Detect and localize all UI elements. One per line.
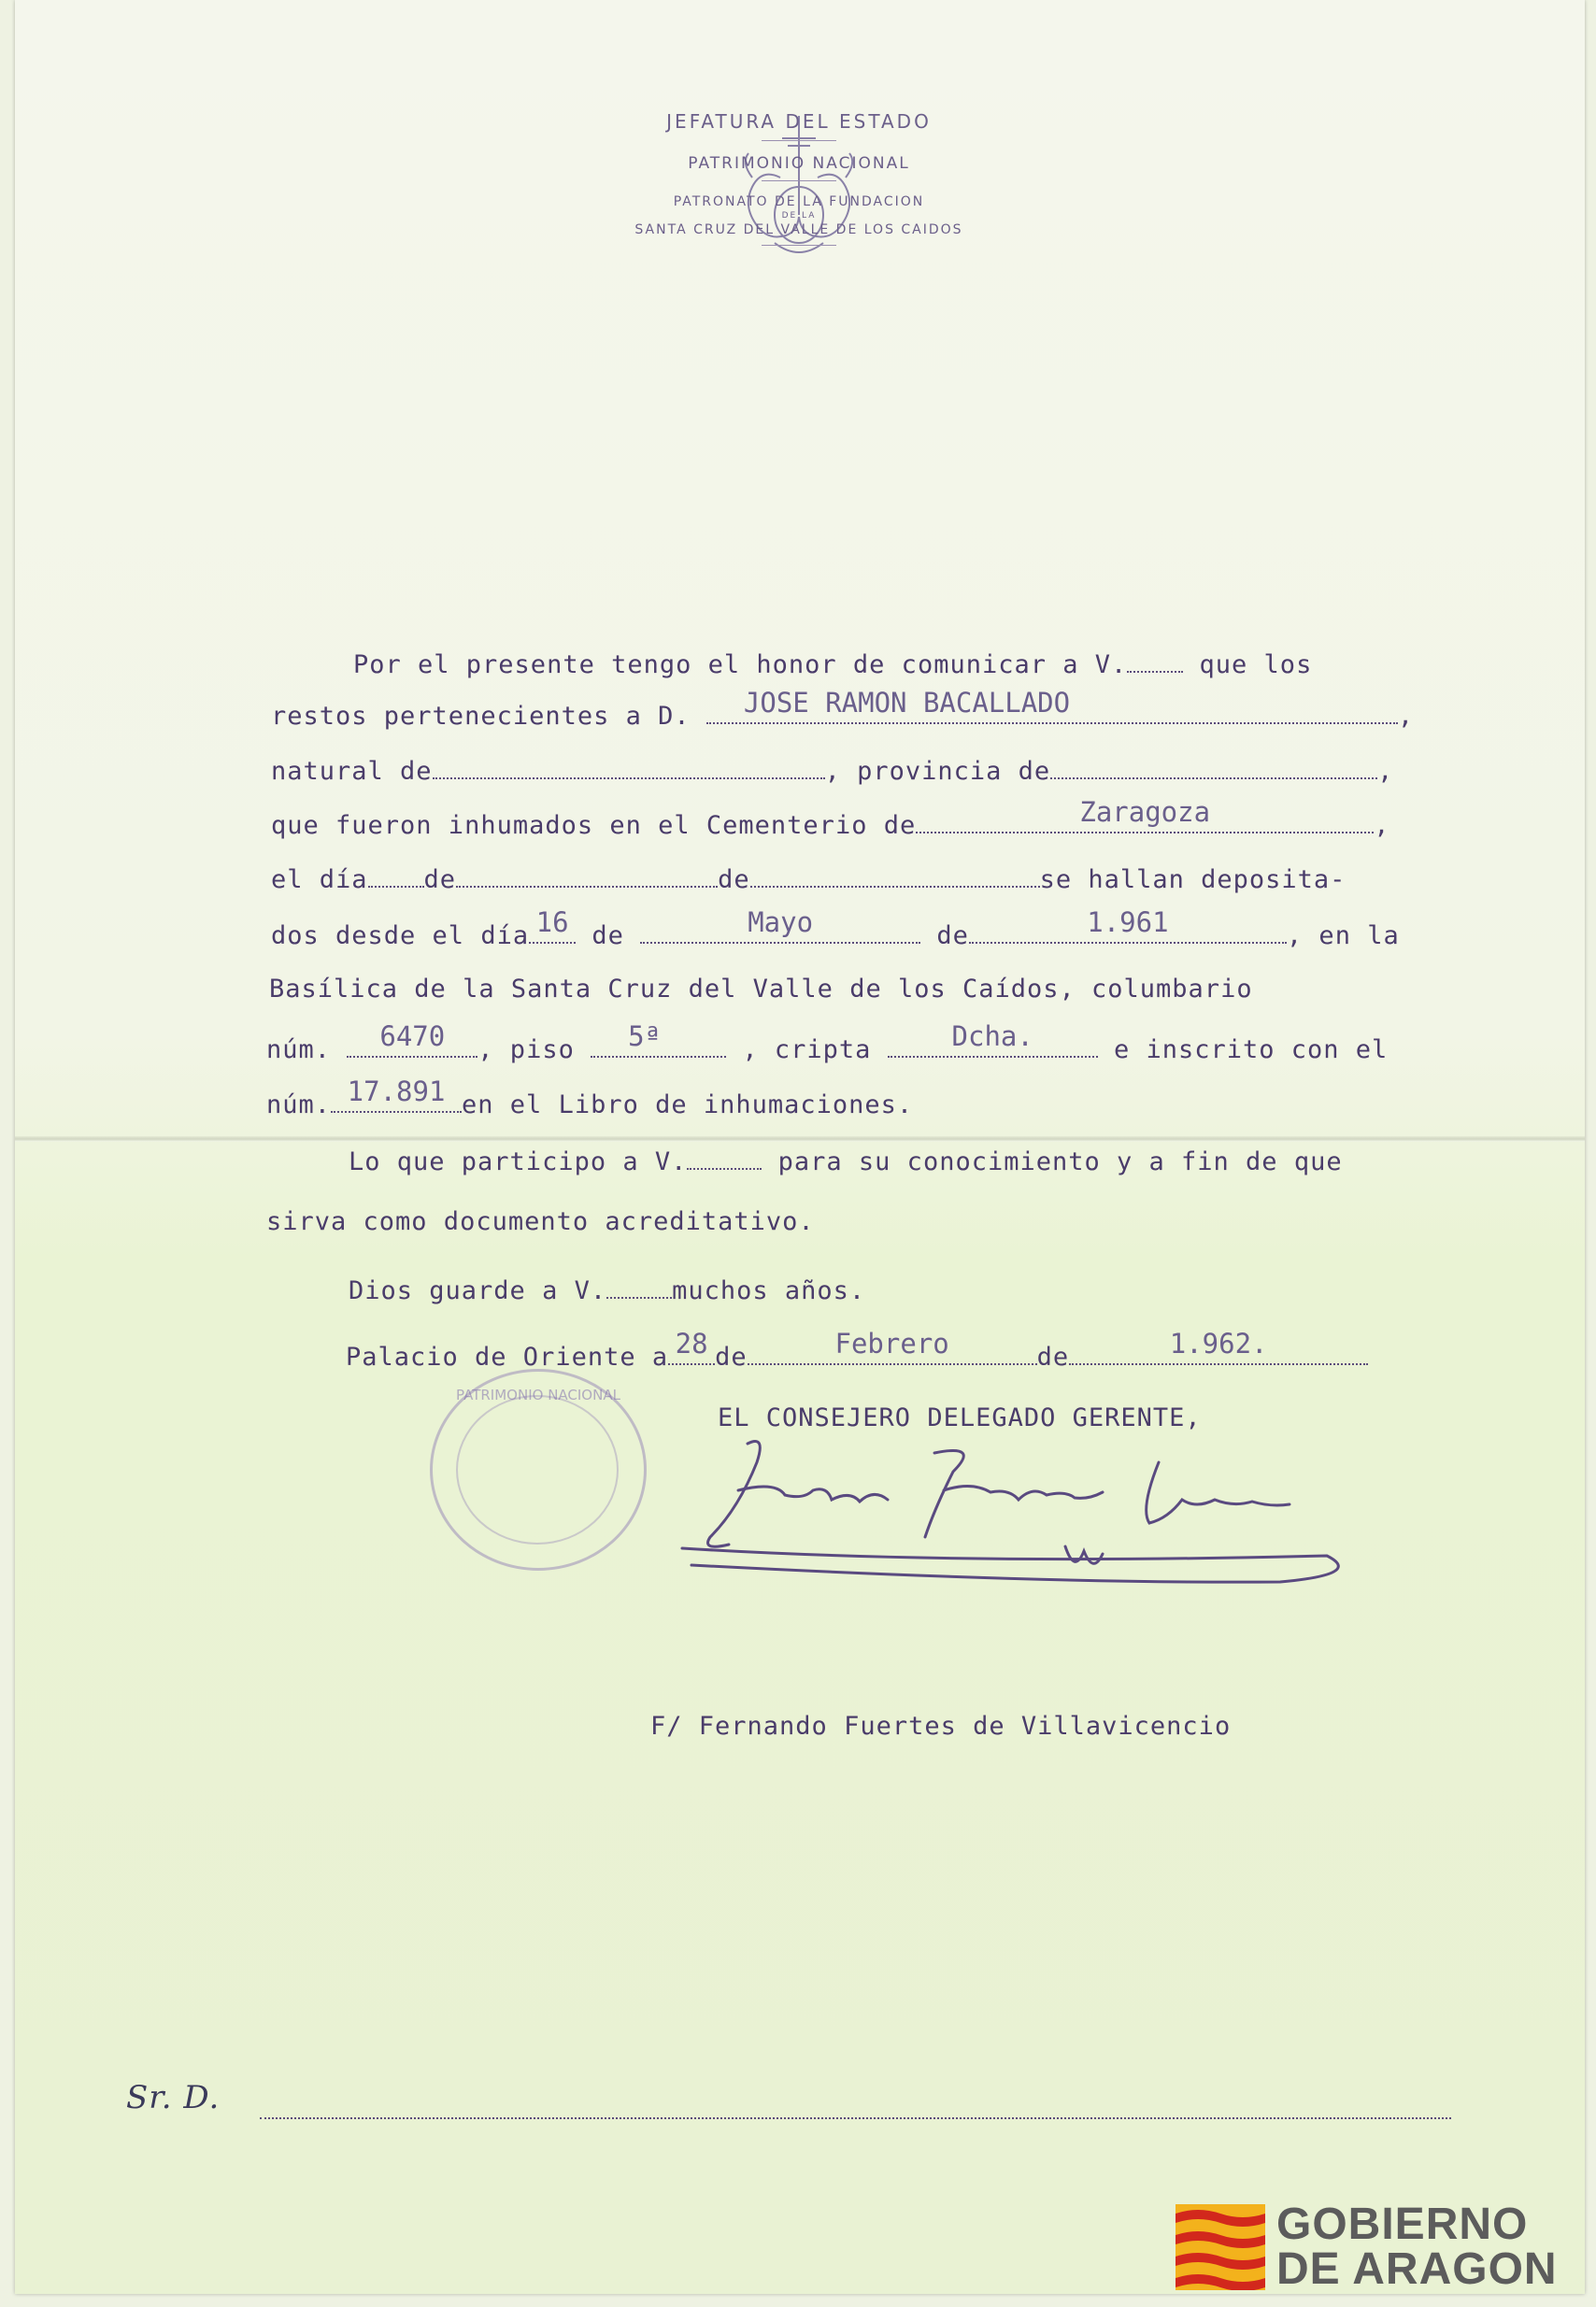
month-field bbox=[640, 906, 920, 944]
text: de bbox=[423, 865, 457, 894]
year-field bbox=[969, 906, 1287, 944]
divider bbox=[762, 245, 836, 246]
text: , bbox=[1374, 811, 1390, 840]
blank-field bbox=[433, 753, 825, 779]
text: , piso bbox=[477, 1035, 575, 1064]
date-year-value: 1.962. bbox=[1169, 1328, 1268, 1360]
text: , en la bbox=[1286, 921, 1400, 950]
blank-field bbox=[1127, 647, 1183, 673]
blank-field bbox=[750, 862, 1040, 888]
text: que fueron inhumados en el Cementerio de bbox=[271, 811, 917, 840]
letterhead-line5: SANTA CRUZ DEL VALLE DE LOS CAIDOS bbox=[634, 222, 963, 237]
seal-stamp bbox=[430, 1369, 647, 1571]
date-year-field bbox=[1069, 1328, 1368, 1365]
columbarium-field bbox=[347, 1020, 477, 1058]
body-line-4 bbox=[271, 796, 1390, 840]
text: e inscrito con el bbox=[1113, 1035, 1389, 1064]
logo-line2: DE ARAGON bbox=[1276, 2244, 1558, 2294]
signer-name: F/ Fernando Fuertes de Villavicencio bbox=[650, 1712, 1232, 1741]
day-field bbox=[529, 906, 576, 944]
registry-value: 17.891 bbox=[347, 1075, 446, 1107]
text: de bbox=[591, 921, 624, 950]
text: de bbox=[1036, 1343, 1070, 1372]
text: núm. bbox=[266, 1090, 332, 1119]
body-line-3 bbox=[271, 753, 1393, 786]
name-field bbox=[706, 687, 1398, 724]
signatory-title: EL CONSEJERO DELEGADO GERENTE, bbox=[718, 1403, 1202, 1432]
date-month-value: Febrero bbox=[834, 1328, 949, 1360]
body-line-12 bbox=[349, 1273, 865, 1305]
text: se hallan deposita- bbox=[1039, 865, 1347, 894]
text: Dios guarde a V. bbox=[349, 1276, 607, 1305]
letterhead-line1: JEFATURA DEL ESTADO bbox=[666, 110, 932, 133]
day-value: 16 bbox=[535, 906, 569, 938]
aragon-flag-icon bbox=[1176, 2204, 1265, 2290]
body-line-6 bbox=[271, 906, 1400, 950]
blank-field bbox=[687, 1144, 762, 1170]
handwritten-signature bbox=[673, 1434, 1346, 1584]
cemetery-field bbox=[916, 796, 1374, 833]
body-line-9 bbox=[266, 1075, 914, 1119]
seal-inner-ring bbox=[456, 1395, 619, 1545]
gobierno-aragon-logo bbox=[1176, 2200, 1587, 2294]
body-line-2 bbox=[271, 687, 1415, 731]
columbarium-value: 6470 bbox=[379, 1020, 446, 1052]
date-month-field bbox=[748, 1328, 1037, 1365]
letterhead-line2: PATRIMONIO NACIONAL bbox=[688, 154, 910, 173]
floor-field bbox=[591, 1020, 726, 1058]
letterhead bbox=[561, 103, 1037, 246]
body-line-13 bbox=[346, 1328, 1368, 1372]
text: para su conocimiento y a fin de que bbox=[777, 1147, 1343, 1176]
text: muchos años. bbox=[672, 1276, 866, 1305]
text: núm. bbox=[266, 1035, 332, 1064]
text: , cripta bbox=[742, 1035, 872, 1064]
logo-line1: GOBIERNO bbox=[1276, 2200, 1529, 2249]
text: restos pertenecientes a D. bbox=[271, 702, 691, 731]
addressee-label: Sr. D. bbox=[126, 2079, 221, 2116]
blank-field bbox=[368, 862, 424, 888]
body-line-11: sirva como documento acreditativo. bbox=[266, 1207, 815, 1236]
floor-value: 5ª bbox=[628, 1020, 662, 1052]
body-line-7: Basílica de la Santa Cruz del Valle de los Caídos, columbario bbox=[269, 975, 1253, 1004]
body-line-1 bbox=[353, 647, 1312, 679]
blank-field bbox=[1050, 753, 1377, 779]
cemetery-value: Zaragoza bbox=[1079, 796, 1211, 828]
crypt-field bbox=[888, 1020, 1098, 1058]
text: , bbox=[1377, 757, 1394, 786]
text: que los bbox=[1199, 650, 1313, 679]
text: dos desde el día bbox=[271, 921, 530, 950]
date-day-value: 28 bbox=[675, 1328, 708, 1360]
month-value: Mayo bbox=[748, 906, 814, 938]
text: de bbox=[715, 1343, 748, 1372]
addressee-field bbox=[260, 2093, 1451, 2119]
text: de bbox=[936, 921, 969, 950]
text: natural de bbox=[271, 757, 433, 786]
deceased-name: JOSE RAMON BACALLADO bbox=[743, 687, 1071, 719]
letterhead-line4: DE LA bbox=[781, 211, 817, 221]
registry-field bbox=[331, 1075, 462, 1113]
text: de bbox=[718, 865, 750, 894]
seal-text: PATRIMONIO NACIONAL bbox=[456, 1387, 620, 1403]
letterhead-line3: PATRONATO DE LA FUNDACION bbox=[673, 194, 925, 209]
text: Por el presente tengo el honor de comunicar a V. bbox=[353, 650, 1128, 679]
date-day-field bbox=[668, 1328, 715, 1365]
text: el día bbox=[271, 865, 368, 894]
text: , provincia de bbox=[824, 757, 1051, 786]
blank-field bbox=[606, 1273, 672, 1299]
text: Palacio de Oriente a bbox=[346, 1343, 669, 1372]
text: , bbox=[1397, 702, 1415, 731]
blank-field bbox=[456, 862, 718, 888]
text: Lo que participo a V. bbox=[349, 1147, 688, 1176]
body-line-8 bbox=[266, 1020, 1389, 1064]
text: en el Libro de inhumaciones. bbox=[462, 1090, 914, 1119]
crypt-value: Dcha. bbox=[951, 1020, 1033, 1052]
body-line-10 bbox=[349, 1144, 1343, 1176]
divider bbox=[762, 180, 836, 181]
paper-fold bbox=[15, 1136, 1585, 1142]
divider bbox=[762, 140, 836, 141]
body-line-5 bbox=[271, 862, 1346, 894]
year-value: 1.961 bbox=[1087, 906, 1169, 938]
